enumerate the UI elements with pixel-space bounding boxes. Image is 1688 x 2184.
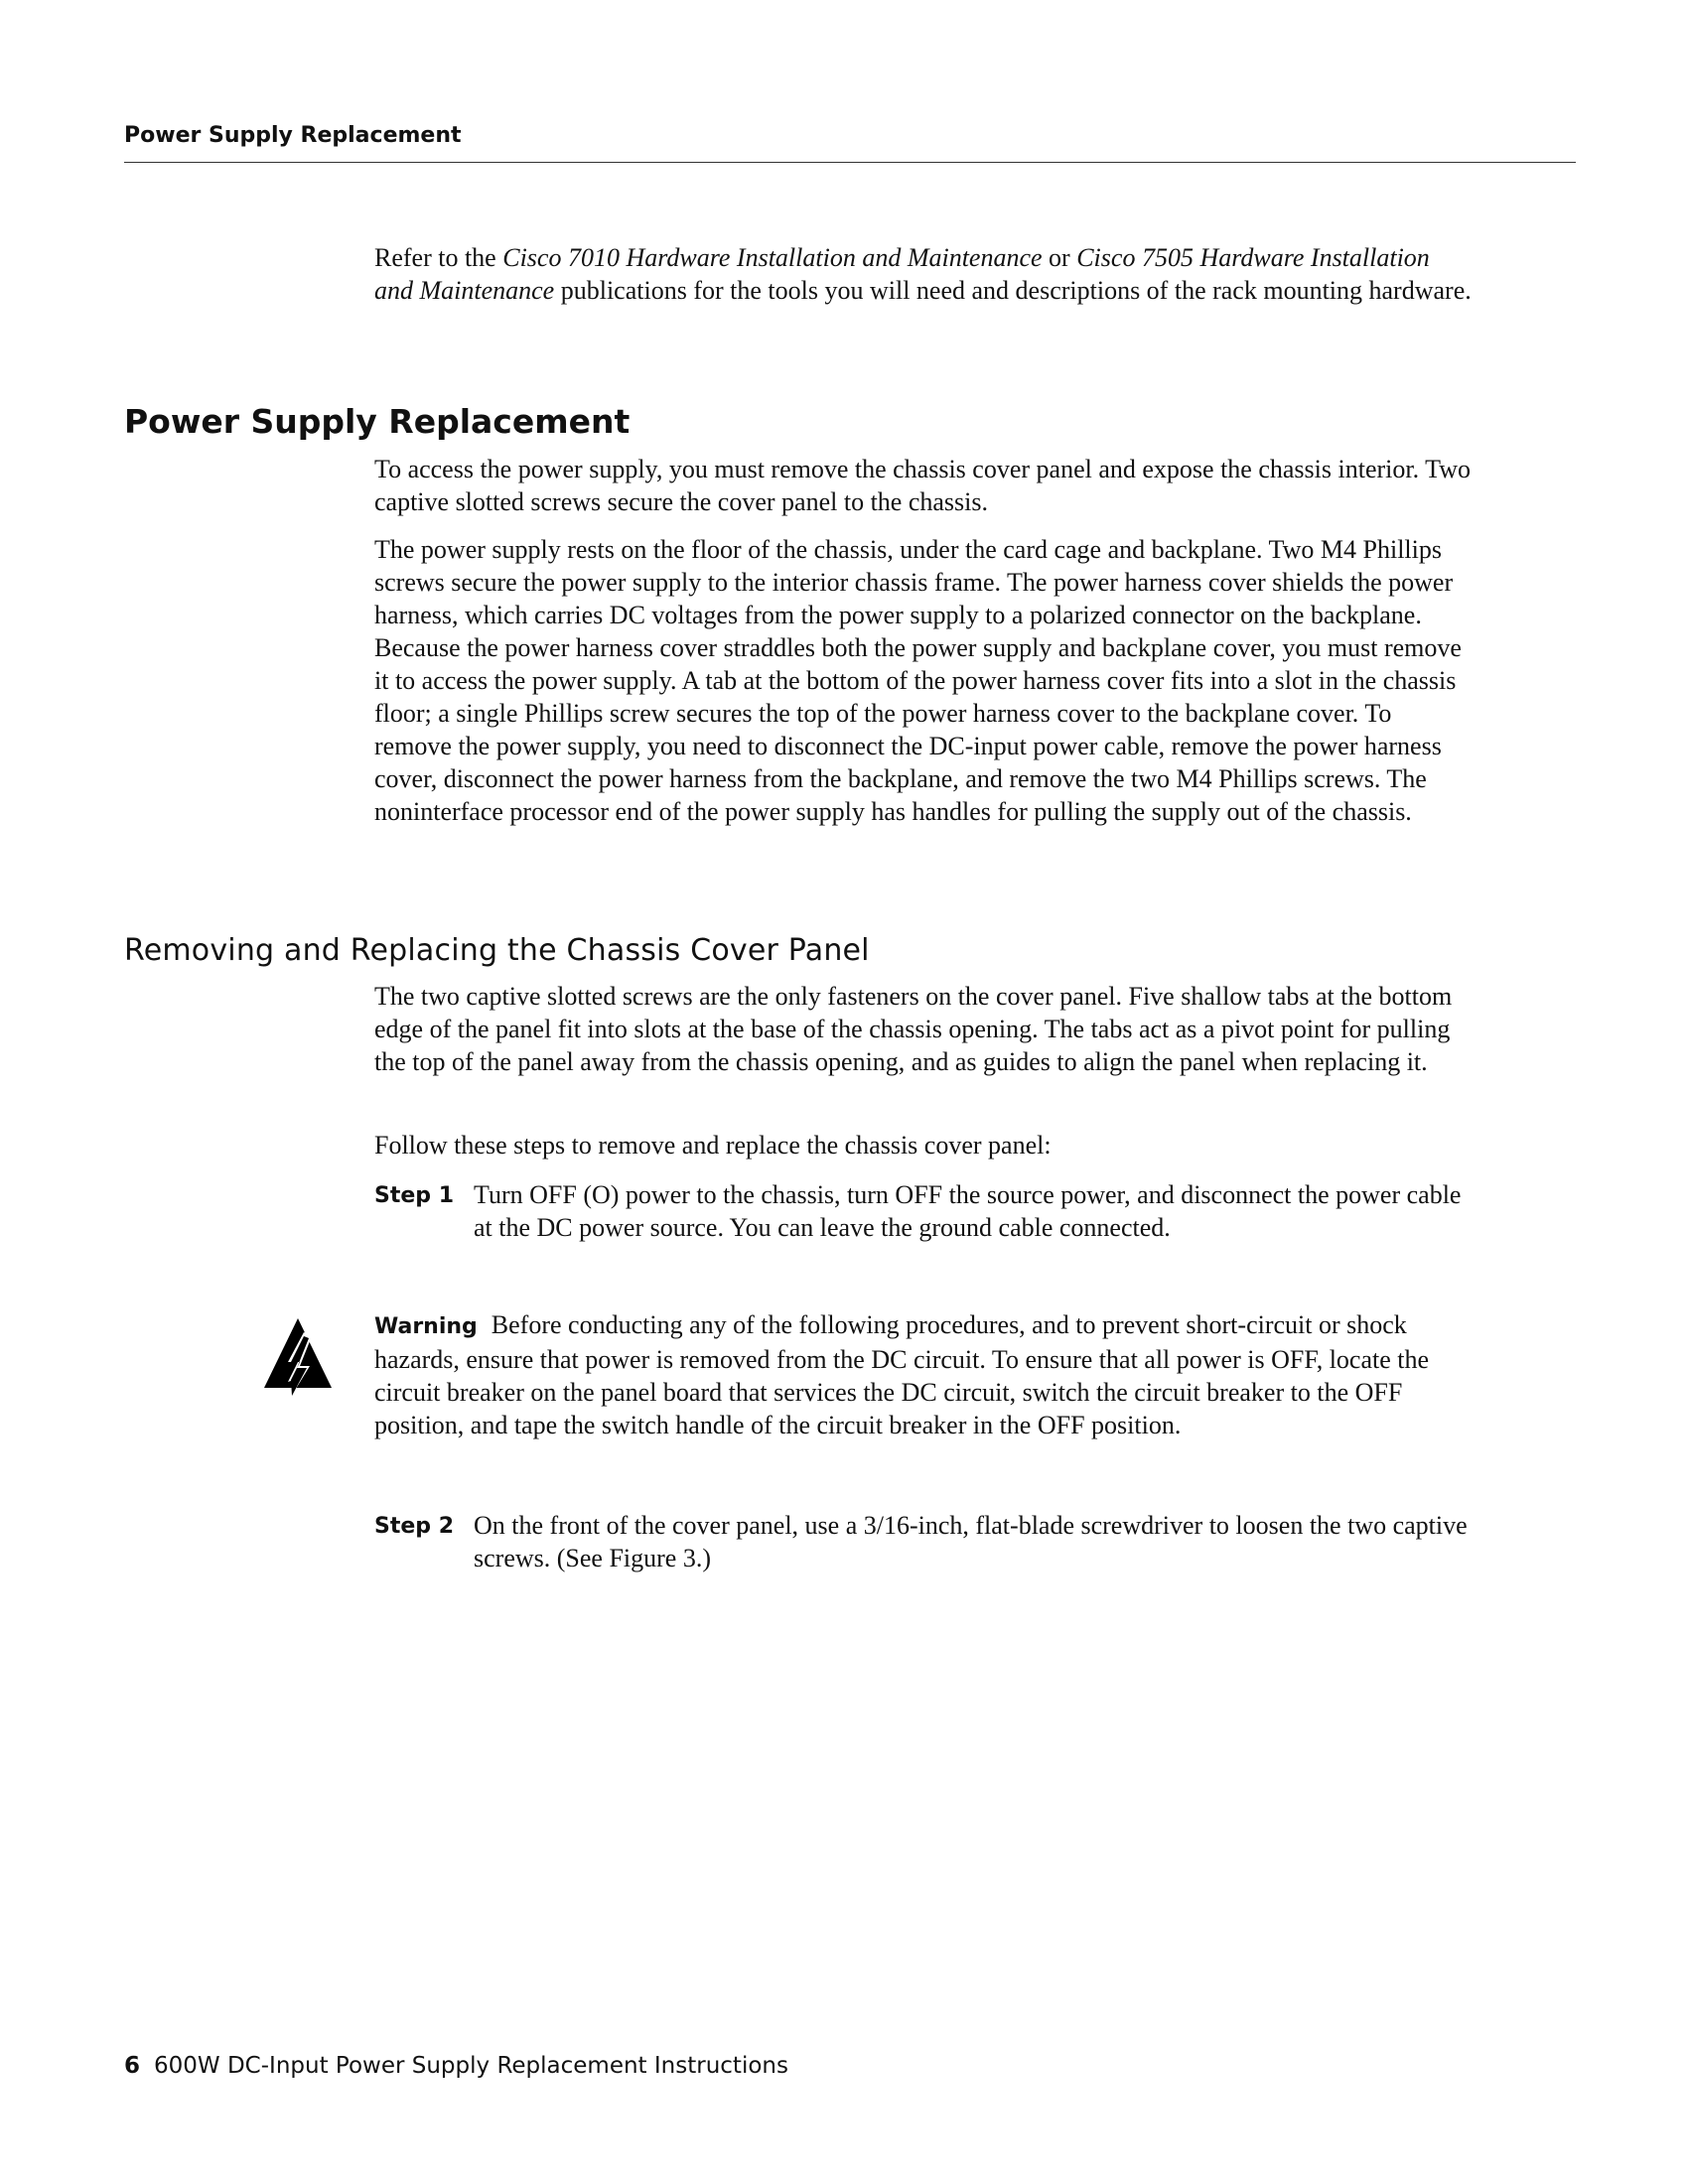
intro-suffix: publications for the tools you will need and descriptions of the rack mounting hardware.: [554, 276, 1472, 305]
running-header: Power Supply Replacement: [124, 123, 462, 148]
paragraph-fasteners: The two captive slotted screws are the only fasteners on the cover panel. Five shallow tabs at the bottom edge of the panel fit into slots at the base of the chassis opening. The tabs act as a pivot point for pulling the top of the panel away from the chassis opening, and as guides to align the panel when replacing it.: [374, 982, 1453, 1076]
step-text: Turn OFF (O) power to the chassis, turn OFF the source power, and disconnect the power cable at the DC power source. You can leave the ground cable connected.: [474, 1180, 1462, 1242]
header-rule: [124, 162, 1576, 163]
warning-text: Before conducting any of the following procedures, and to prevent short-circuit or shock hazards, ensure that power is removed from the DC circuit. To ensure that all power is OFF, locate the circuit breaker on the panel board that services the DC circuit, switch the circuit breaker to the OFF position, and tape the switch handle of the circuit breaker in the OFF position.: [374, 1310, 1430, 1439]
intro-prefix: Refer to the: [374, 243, 503, 272]
page-footer: [124, 2053, 788, 2079]
section-heading-power-supply-replacement: Power Supply Replacement: [124, 402, 631, 441]
intro-or: or: [1042, 243, 1077, 272]
step-label: Step 2: [374, 1514, 454, 1539]
warning-label: Warning: [374, 1314, 478, 1339]
footer-title: 600W DC-Input Power Supply Replacement Instructions: [154, 2053, 788, 2079]
publication-7505: Cisco 7505 Hardware Installation and Maintenance: [374, 243, 1430, 305]
step-text: On the front of the cover panel, use a 3/16-inch, flat-blade screwdriver to loosen the two captive screws. (See Figure 3.): [474, 1511, 1468, 1572]
paragraph-access: To access the power supply, you must remove the chassis cover panel and expose the chassis interior. Two captive slotted screws secure the cover panel to the chassis.: [374, 455, 1471, 516]
paragraph-follow-steps: Follow these steps to remove and replace the chassis cover panel:: [374, 1131, 1052, 1160]
warning-note: [374, 1308, 1472, 1441]
step-label: Step 1: [374, 1183, 454, 1208]
page-number: 6: [124, 2053, 141, 2079]
intro-paragraph: [374, 241, 1472, 307]
paragraph-power-supply-location: The power supply rests on the floor of the chassis, under the card cage and backplane. Two M4 Phillips screws secure the power supply to the interior chassis frame. The power harness cover shields the power harness, which carries DC voltages from the power supply to a polarized connector on the backplane. Because the power harness cover straddles both the power supply and backplane cover, you must remove it to access the power supply. A tab at the bottom of the power harness cover fits into a slot in the chassis floor; a single Phillips screw secures the top of the power harness cover to the backplane cover. To remove the power supply, you need to disconnect the DC-input power cable, remove the power harness cover, disconnect the power harness from the backplane, and remove the two M4 Phillips screws. The noninterface processor end of the power supply has handles for pulling the supply out of the chassis.: [374, 535, 1462, 826]
publication-7010: Cisco 7010 Hardware Installation and Maintenance: [502, 243, 1043, 272]
subsection-heading-cover-panel: Removing and Replacing the Chassis Cover Panel: [124, 933, 870, 968]
warning-lightning-icon: [260, 1312, 336, 1404]
